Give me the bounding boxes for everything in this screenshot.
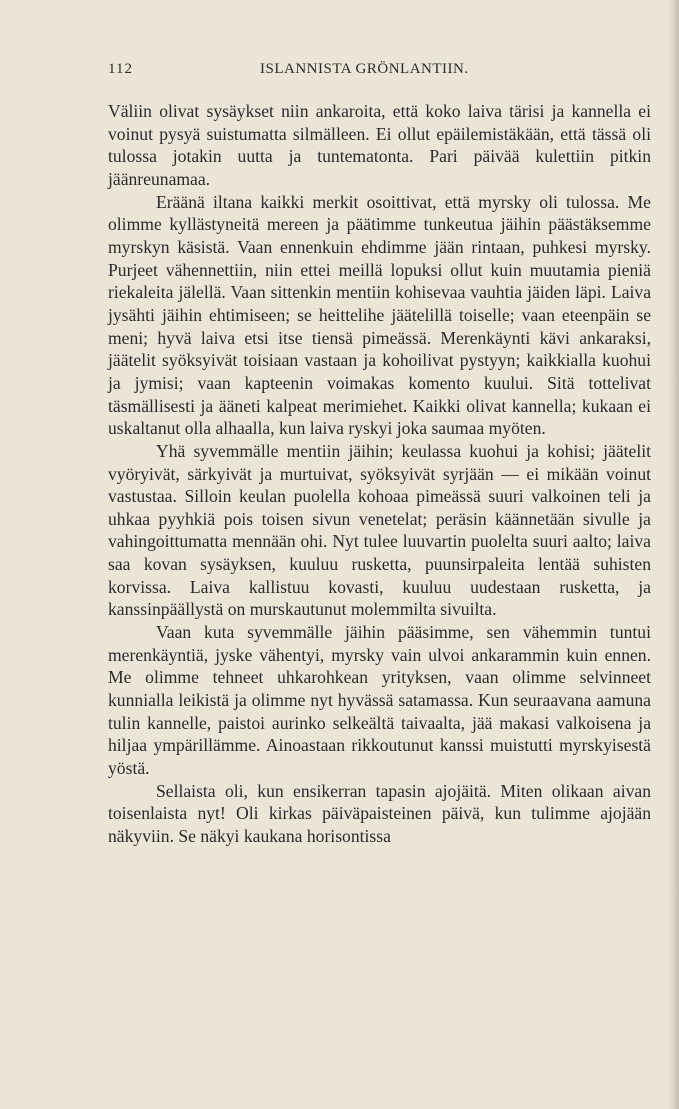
paragraph: Sellaista oli, kun ensikerran tapasin ajojäitä. Miten olikaan aivan toisenlaista nyt! Oli kirkas päiväpaisteinen päivä, kun tulimme ajojään näkyviin. Se näkyi kaukana horisontissa bbox=[108, 780, 651, 846]
page-number: 112 bbox=[108, 61, 133, 77]
running-title: ISLANNISTA GRÖNLANTIIN. bbox=[260, 61, 469, 77]
page-edge-shadow bbox=[669, 0, 679, 1109]
paragraph: Yhä syvemmälle mentiin jäihin; keulassa kuohui ja kohisi; jäätelit vyöryivät, särkyivät ja murtuivat, syöksyivät syrjään — ei mikään voinut vastustaa. Silloin keulan puolella kohoaa pimeässä suuri valkoinen teli ja uhkaa pyyhkiä pois toisen sivun venetelat; peräsin käännetään sivulle ja vahingoittumatta mennään ohi. Nyt tulee luuvartin puolelta suuri aalto; laiva saa kovan sysäyksen, kuuluu rusketta, puunsirpaleita lentää suhisten korvissa. Laiva kallistuu kovasti, kuuluu uudestaan rusketta, ja kanssinpäällystä on murskautunut molemmilta sivuilta. bbox=[108, 440, 651, 620]
paragraph: Vaan kuta syvemmälle jäihin pääsimme, sen vähemmin tuntui merenkäyntiä, jyske vähentyi, myrsky vain ulvoi ankarammin kuin ennen. Me olimme tehneet uhkarohkean yrityksen, vaan olimme selvinneet kunnialla leikistä ja olimme nyt hyvässä satamassa. Kun seuraavana aamuna tulin kannelle, paistoi aurinko selkeältä taivaalta, jää makasi valkoisena ja hiljaa ympärillämme. Ainoastaan rikkoutunut kanssi muistutti myrskyisestä yöstä. bbox=[108, 622, 651, 779]
paragraph: Väliin olivat sysäykset niin ankaroita, että koko laiva tärisi ja kannella ei voinut pysyä suistumatta silmälleen. Ei ollut epäilemistäkään, että tässä oli tulossa jotakin uutta ja tuntematonta. Pari päivää kulettiin pitkin jäänreunamaa. bbox=[108, 101, 651, 189]
paragraph: Eräänä iltana kaikki merkit osoittivat, että myrsky oli tulossa. Me olimme kyllästyneitä mereen ja päätimme tunkeutua jäihin päästäksemme myrskyn käsistä. Vaan ennenkuin ehdimme jään rintaan, puhkesi myrsky. Purjeet vähennettiin, niin ettei meillä lopuksi ollut kuin muutamia pieniä riekaleita jälellä. Vaan sittenkin mentiin kohisevaa vauhtia jäiden läpi. Laiva jysähti jäihin ehtimiseen; se heittelihe jäätelillä toiselle; vaan eteenpäin se meni; hyvä laiva etsi itse tiensä pimeässä. Merenkäynti kävi ankaraksi, jäätelit syöksyivät toisiaan vastaan ja kohoilivat pystyyn; kaikkialla kuohui ja jymisi; vaan kapteenin voimakas komento kuului. Sitä tottelivat täsmällisesti ja ääneti kalpeat merimiehet. Kaikki olivat kannella; kukaan ei uskaltanut olla alhaalla, kun laiva ryskyi joka saumaa myöten. bbox=[108, 191, 651, 439]
page-header bbox=[108, 58, 651, 82]
body-text bbox=[108, 100, 651, 848]
